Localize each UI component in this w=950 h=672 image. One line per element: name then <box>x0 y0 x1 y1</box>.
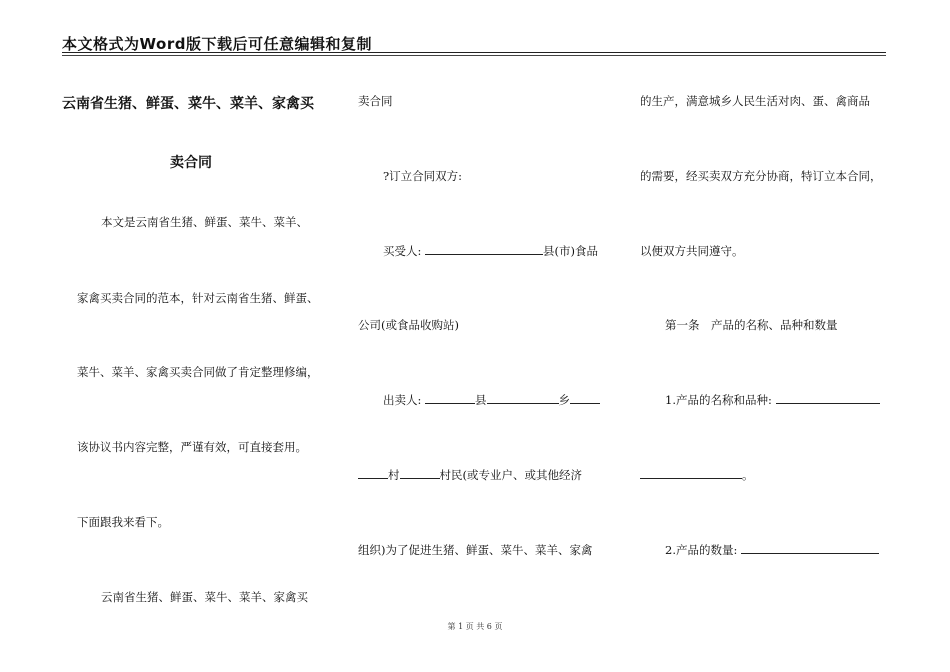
village-blank-1[interactable] <box>358 468 388 479</box>
village-label: 村 <box>388 468 400 482</box>
purpose-line-4: 以便双方共同遵守。 <box>640 244 744 258</box>
header-rule-thin <box>62 55 886 56</box>
seller-township-label: 乡 <box>558 393 571 407</box>
seller-extra-blank[interactable] <box>570 393 600 404</box>
intro-line-1: 本文是云南省生猪、鲜蛋、菜牛、菜羊、 <box>101 215 308 229</box>
intro-line-3: 菜牛、菜羊、家禽买卖合同做了肯定整理修编， <box>77 365 319 379</box>
village-blank-2[interactable] <box>400 468 440 479</box>
product-quantity-line <box>665 542 879 558</box>
doc-title-line2: 卖合同 <box>170 155 212 171</box>
seller-county-label: 县 <box>475 393 487 407</box>
villager-label: 村民(或专业户、或其他经济 <box>439 468 582 482</box>
doc-title-line1: 云南省生猪、鲜蛋、菜牛、菜羊、家禽买 <box>62 96 314 112</box>
product-quantity-blank[interactable] <box>741 543 879 554</box>
intro-line-4: 该协议书内容完整，严谨有效，可直接套用。 <box>77 440 307 454</box>
document-header: 本文格式为Word版下载后可任意编辑和复制 <box>62 35 372 53</box>
seller-line <box>383 392 600 408</box>
article-1-heading: 第一条 产品的名称、品种和数量 <box>665 318 838 332</box>
product-quantity-label: 2.产品的数量: <box>665 543 738 557</box>
buyer-line <box>383 243 598 259</box>
intro-line-6: 云南省生猪、鲜蛋、菜牛、菜羊、家禽买 <box>101 590 308 604</box>
buyer-blank[interactable] <box>425 244 543 255</box>
purpose-line-2: 的生产，满意城乡人民生活对肉、蛋、禽商品 <box>640 94 870 108</box>
purpose-line-3: 的需要，经买卖双方充分协商，特订立本合同， <box>640 169 882 183</box>
intro-line-2: 家禽买卖合同的范本，针对云南省生猪、鲜蛋、 <box>77 291 319 305</box>
product-name-cont-line <box>640 467 754 483</box>
product-name-blank[interactable] <box>776 393 880 404</box>
product-name-label: 1.产品的名称和品种: <box>665 393 772 407</box>
village-line <box>358 467 582 483</box>
buyer-company-line: 公司(或食品收购站) <box>358 318 459 332</box>
seller-label: 出卖人: <box>383 393 422 407</box>
purpose-line: 组织)为了促进生猪、鲜蛋、菜牛、菜羊、家禽 <box>358 543 593 557</box>
buyer-suffix: 县(市)食品 <box>543 244 599 258</box>
seller-township-blank[interactable] <box>487 393 559 404</box>
product-name-line <box>665 392 880 408</box>
header-rule-thick <box>62 52 886 53</box>
buyer-label: 买受人: <box>383 244 422 258</box>
parties-heading: ?订立合同双方: <box>383 169 463 183</box>
intro-line-5: 下面跟我来看下。 <box>77 515 169 529</box>
seller-county-blank[interactable] <box>425 393 475 404</box>
contract-line-1: 卖合同 <box>358 94 393 108</box>
page-footer: 第 1 页 共 6 页 <box>447 622 503 631</box>
product-name-blank-2[interactable] <box>640 468 742 479</box>
period-mark: 。 <box>742 468 754 482</box>
